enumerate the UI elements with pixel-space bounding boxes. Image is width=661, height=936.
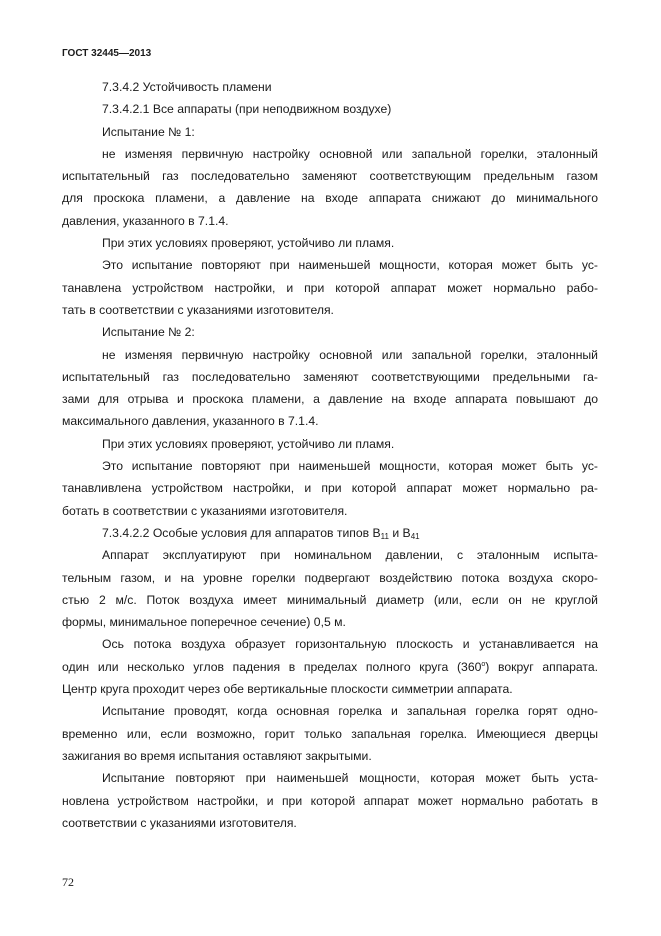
paragraph-repeat1 [62,254,598,321]
paragraph-axis [62,633,598,700]
paragraph-line: для проскока пламени, а давление на входе аппарата снижают до минимального [62,191,598,206]
test-label: Испытание № 2: [102,325,195,340]
degree-superscript: о [481,660,486,668]
paragraph-line: испытательный газ последовательно заменяют соответствующим предельным газом [62,169,598,184]
paragraph-line: не изменяя первичную настройку основной или запальной горелки, эталонный [102,146,598,161]
paragraph-line: Испытание повторяют при наименьшей мощности, которая может быть уста- [102,771,598,786]
paragraph-line: давления, указанного в 7.1.4. [62,213,229,228]
subsection-heading: 7.3.4.2.1 Все аппараты (при неподвижном воздухе) [102,102,392,117]
paragraph-line: Это испытание повторяют при наименьшей мощности, которая может быть ус- [102,258,598,273]
paragraph-line [62,656,598,678]
paragraph-line: новлена устройством настройки, и при которой аппарат может нормально работать в [62,793,598,808]
paragraph-line: стью 2 м/с. Поток воздуха имеет минимальный диаметр (или, если он не круглой [62,592,598,607]
paragraph-line: испытательный газ последовательно заменяют соответствующими предельными га- [62,369,598,384]
paragraph-line: временно или, если возможно, горит только запальная горелка. Имеющиеся дверцы [62,726,598,741]
paragraph-line: ботать в соответствии с указаниями изготовителя. [62,503,348,518]
subscript: 41 [410,531,420,541]
line-text: ) вокруг аппарата. [485,659,598,674]
paragraph-airflow [62,544,598,633]
heading-text: 7.3.4.2.2 Особые условия для аппаратов типов B [102,525,381,540]
paragraph-line: Испытание проводят, когда основная горелка и запальная горелка горят одно- [102,704,598,719]
paragraph-line: формы, минимальное поперечное сечение) 0,5 м. [62,615,346,630]
paragraph-test2 [62,344,598,433]
paragraph-repeat2 [62,455,598,522]
line-text: один или несколько углов падения в пределах полного круга (360 [62,659,482,674]
paragraph-line: Ось потока воздуха образует горизонтальную плоскость и устанавливается на [102,637,598,652]
paragraph-line: тать в соответствии с указаниями изготовителя. [62,302,334,317]
paragraph-repeat3 [62,767,598,834]
paragraph-test1 [62,143,598,232]
paragraph-check: При этих условиях проверяют, устойчиво ли пламя. [102,436,395,451]
heading-text: и B [388,525,411,540]
paragraph-line: Аппарат эксплуатируют при номинальном давлении, с эталонным испыта- [102,548,598,563]
paragraph-check: При этих условиях проверяют, устойчиво ли пламя. [102,236,395,251]
paragraph-line: танавливлена устройством настройки, и при которой аппарат может нормально ра- [62,481,598,496]
paragraph-line: не изменяя первичную настройку основной или запальной горелки, эталонный [102,347,598,362]
document-header: ГОСТ 32445—2013 [62,48,152,59]
paragraph-line: зажигания во время испытания оставляют закрытыми. [62,748,372,763]
test-label: Испытание № 1: [102,124,195,139]
section-heading: 7.3.4.2 Устойчивость пламени [102,80,272,94]
paragraph-line: максимального давления, указанного в 7.1.4. [62,414,319,429]
page-number: 72 [62,875,74,889]
subsection-heading [62,522,598,544]
paragraph-line: Центр круга проходит через обе вертикальные плоскости симметрии аппарата. [62,682,513,697]
paragraph-conduct [62,700,598,767]
paragraph-line: Это испытание повторяют при наименьшей мощности, которая может быть ус- [102,459,598,474]
subscript: 11 [380,531,389,541]
paragraph-line: соответствии с указаниями изготовителя. [62,815,297,830]
paragraph-line: зами для отрыва и проскока пламени, а давление на входе аппарата повышают до [62,392,598,407]
document-body [62,76,598,834]
paragraph-line: танавлена устройством настройки, и при которой аппарат может нормально рабо- [62,280,598,295]
paragraph-line: тельным газом, и на уровне горелки подвергают воздействию потока воздуха скоро- [62,570,598,585]
